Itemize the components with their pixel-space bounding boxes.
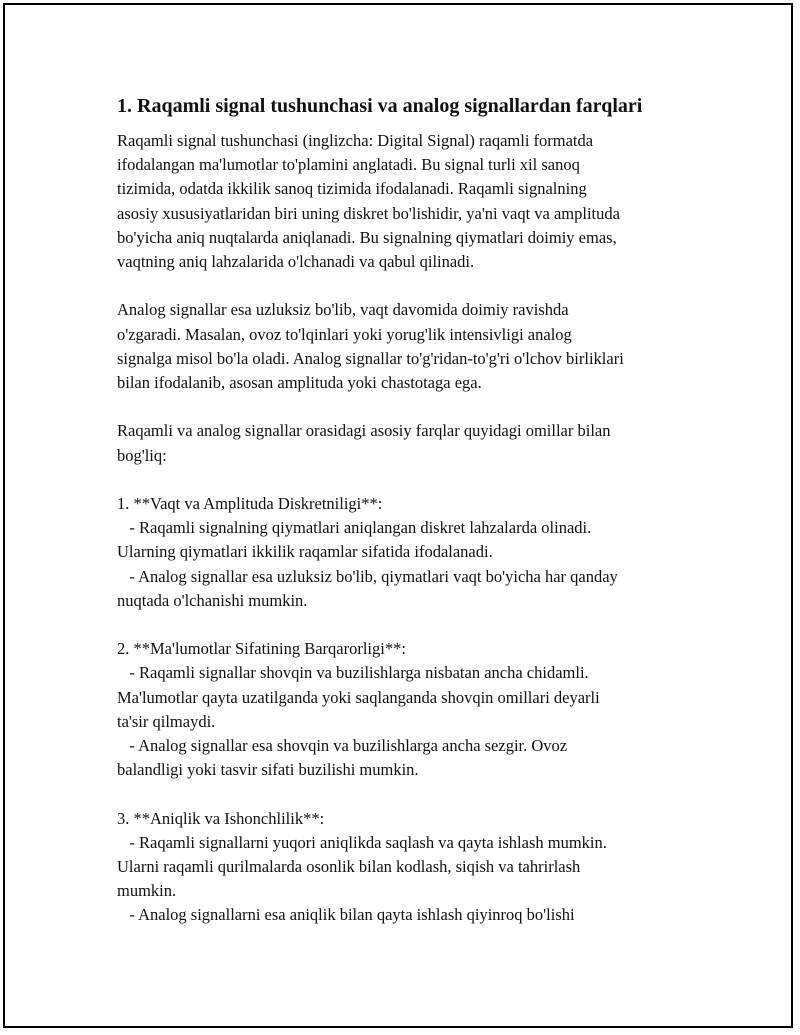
list-item-discreteness <box>117 492 692 613</box>
text-line: o'zgaradi. Masalan, ovoz to'lqinlari yoki yorug'lik intensivligi analog <box>117 324 572 344</box>
paragraph-analog <box>117 298 692 395</box>
text-line: Raqamli signal tushunchasi (inglizcha: Digital Signal) raqamli formatda <box>117 131 594 150</box>
text-line: - Analog signallarni esa aniqlik bilan qayta ishlash qiyinroq bo'lishi <box>117 905 575 925</box>
text-line: Ularni raqamli qurilmalarda osonlik bilan kodlash, siqish va tahrirlash <box>117 857 581 877</box>
text-line: Analog signallar esa uzluksiz bo'lib, vaqt davomida doimiy ravishda <box>117 300 569 320</box>
text-line: ta'sir qilmaydi. <box>117 711 216 731</box>
text-line: bog'liq: <box>117 445 167 465</box>
text-line: Ma'lumotlar qayta uzatilganda yoki saqlanganda shovqin omillari deyarli <box>117 687 600 707</box>
text-line: 1. **Vaqt va Amplituda Diskretniligi**: <box>117 494 383 513</box>
text-line: nuqtada o'lchanishi mumkin. <box>117 590 308 610</box>
document-body <box>117 92 692 952</box>
text-line: - Raqamli signallar shovqin va buzilishlarga nisbatan ancha chidamli. <box>117 663 589 683</box>
text-line: bo'yicha aniq nuqtalarda aniqlanadi. Bu signalning qiymatlari doimiy emas, <box>117 227 617 247</box>
text-line: signalga misol bo'la oladi. Analog signallar to'g'ridan-to'g'ri o'lchov birliklari <box>117 348 624 368</box>
text-line: Raqamli va analog signallar orasidagi asosiy farqlar quyidagi omillar bilan <box>117 421 611 441</box>
text-line: ifodalangan ma'lumotlar to'plamini anglatadi. Bu signal turli xil sanoq <box>117 155 580 175</box>
text-line: - Analog signallar esa uzluksiz bo'lib, qiymatlari vaqt bo'yicha har qanday <box>117 566 618 586</box>
text-line: Ularning qiymatlari ikkilik raqamlar sifatida ifodalanadi. <box>117 542 493 562</box>
text-line: balandligi yoki tasvir sifati buzilishi mumkin. <box>117 760 419 780</box>
text-line: tizimida, odatda ikkilik sanoq tizimida ifodalanadi. Raqamli signalning <box>117 179 587 199</box>
paragraph-definition <box>117 129 692 274</box>
text-line: - Raqamli signallarni yuqori aniqlikda saqlash va qayta ishlash mumkin. <box>117 832 607 852</box>
list-item-stability <box>117 637 692 782</box>
text-line: mumkin. <box>117 881 177 901</box>
text-line: - Analog signallar esa shovqin va buzilishlarga ancha sezgir. Ovoz <box>117 736 568 756</box>
text-line: vaqtning aniq lahzalarida o'lchanadi va qabul qilinadi. <box>117 252 475 272</box>
text-line: 3. **Aniqlik va Ishonchlilik**: <box>117 808 325 828</box>
text-line: - Raqamli signalning qiymatlari aniqlangan diskret lahzalarda olinadi. <box>117 518 592 538</box>
paragraph-differences-intro <box>117 419 692 467</box>
text-line: asosiy xususiyatlaridan biri uning diskret bo'lishidir, ya'ni vaqt va amplituda <box>117 203 620 223</box>
text-line: 2. **Ma'lumotlar Sifatining Barqarorligi**: <box>117 639 406 659</box>
text-line: bilan ifodalanib, asosan amplituda yoki chastotaga ega. <box>117 373 482 393</box>
document-title: 1. Raqamli signal tushunchasi va analog signallardan farqlari <box>117 95 643 117</box>
list-item-accuracy <box>117 807 692 928</box>
